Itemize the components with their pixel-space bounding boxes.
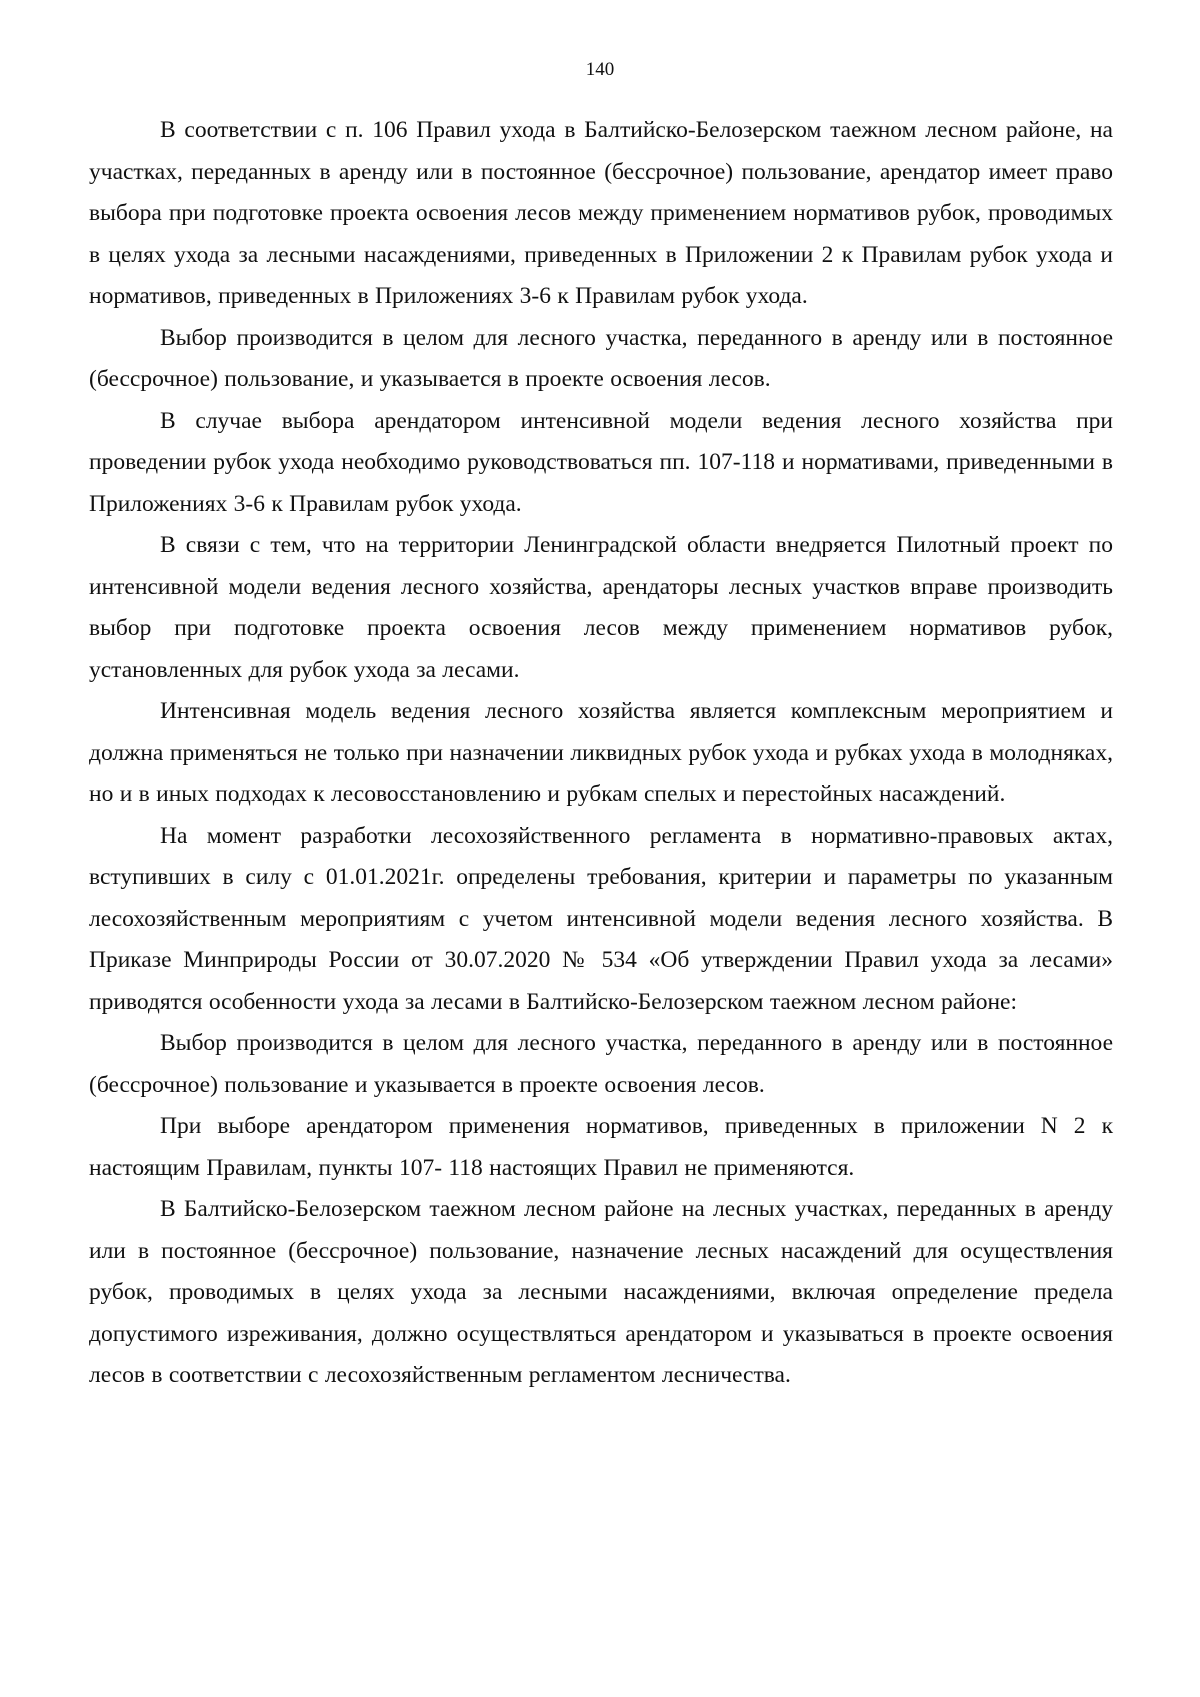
paragraph-pilot-project: В связи с тем, что на территории Ленинградской области внедряется Пилотный проект по интенсивной модели ведения лесного хозяйства, арендаторы лесных участков вправе производить выбор при подготовке проекта освоения лесов между применением нормативов рубок, установленных для рубок ухода за лесами. xyxy=(89,532,1113,683)
paragraph-selection: Выбор производится в целом для лесного участка, переданного в аренду или в постоянное (бессрочное) пользование, и указывается в проекте освоения лесов. xyxy=(89,324,1113,392)
paragraph-district-assignment: В Балтийско-Белозерском таежном лесном районе на лесных участках, переданных в аренду или в постоянное (бессрочное) пользование, назначение лесных насаждений для осуществления рубок, проводимых в целях ухода за лесными насаждениями, включая определение предела допустимого изреживания, должно осуществляться арендатором и указываться в проекте освоения лесов в соответствии с лесохозяйственным регламентом лесничества. xyxy=(89,1196,1113,1388)
paragraph-intensive-model-choice: В случае выбора арендатором интенсивной модели ведения лесного хозяйства при проведении рубок ухода необходимо руководствоваться пп. 107-118 и нормативами, приведенными в Приложениях 3-6 к Правилам рубок ухода. xyxy=(89,407,1113,517)
paragraph-appendix-2: При выборе арендатором применения нормативов, приведенных в приложении N 2 к настоящим Правилам, пункты 107- 118 настоящих Правил не применяются. xyxy=(89,1113,1113,1181)
paragraph-regulation-order: На момент разработки лесохозяйственного регламента в нормативно-правовых актах, вступивших в силу с 01.01.2021г. определены требования, критерии и параметры по указанным лесохозяйственным мероприятиям с учетом интенсивной модели ведения лесного хозяйства. В Приказе Минприроды России от 30.07.2020 № 534 «Об утверждении Правил ухода за лесами» приводятся особенности ухода за лесами в Балтийско-Белозерском таежном лесном районе: xyxy=(89,822,1113,1015)
document-body xyxy=(89,110,1113,1397)
paragraph-intensive-model-complex: Интенсивная модель ведения лесного хозяйства является комплексным мероприятием и должна применяться не только при назначении ликвидных рубок ухода и рубках ухода в молодняках, но и в иных подходах к лесовосстановлению и рубкам спелых и перестойных насаждений. xyxy=(89,698,1113,807)
page-number: 140 xyxy=(585,59,615,80)
paragraph-rule-106: В соответствии с п. 106 Правил ухода в Балтийско-Белозерском таежном лесном районе, на участках, переданных в аренду или в постоянное (бессрочное) пользование, арендатор имеет право выбора при подготовке проекта освоения лесов между применением нормативов рубок, проводимых в целях ухода за лесными насаждениями, приведенных в Приложении 2 к Правилам рубок ухода и нормативов, приведенных в Приложениях 3-6 к Правилам рубок ухода. xyxy=(89,117,1113,309)
paragraph-selection-repeat: Выбор производится в целом для лесного участка, переданного в аренду или в постоянное (бессрочное) пользование и указывается в проекте освоения лесов. xyxy=(89,1030,1113,1098)
